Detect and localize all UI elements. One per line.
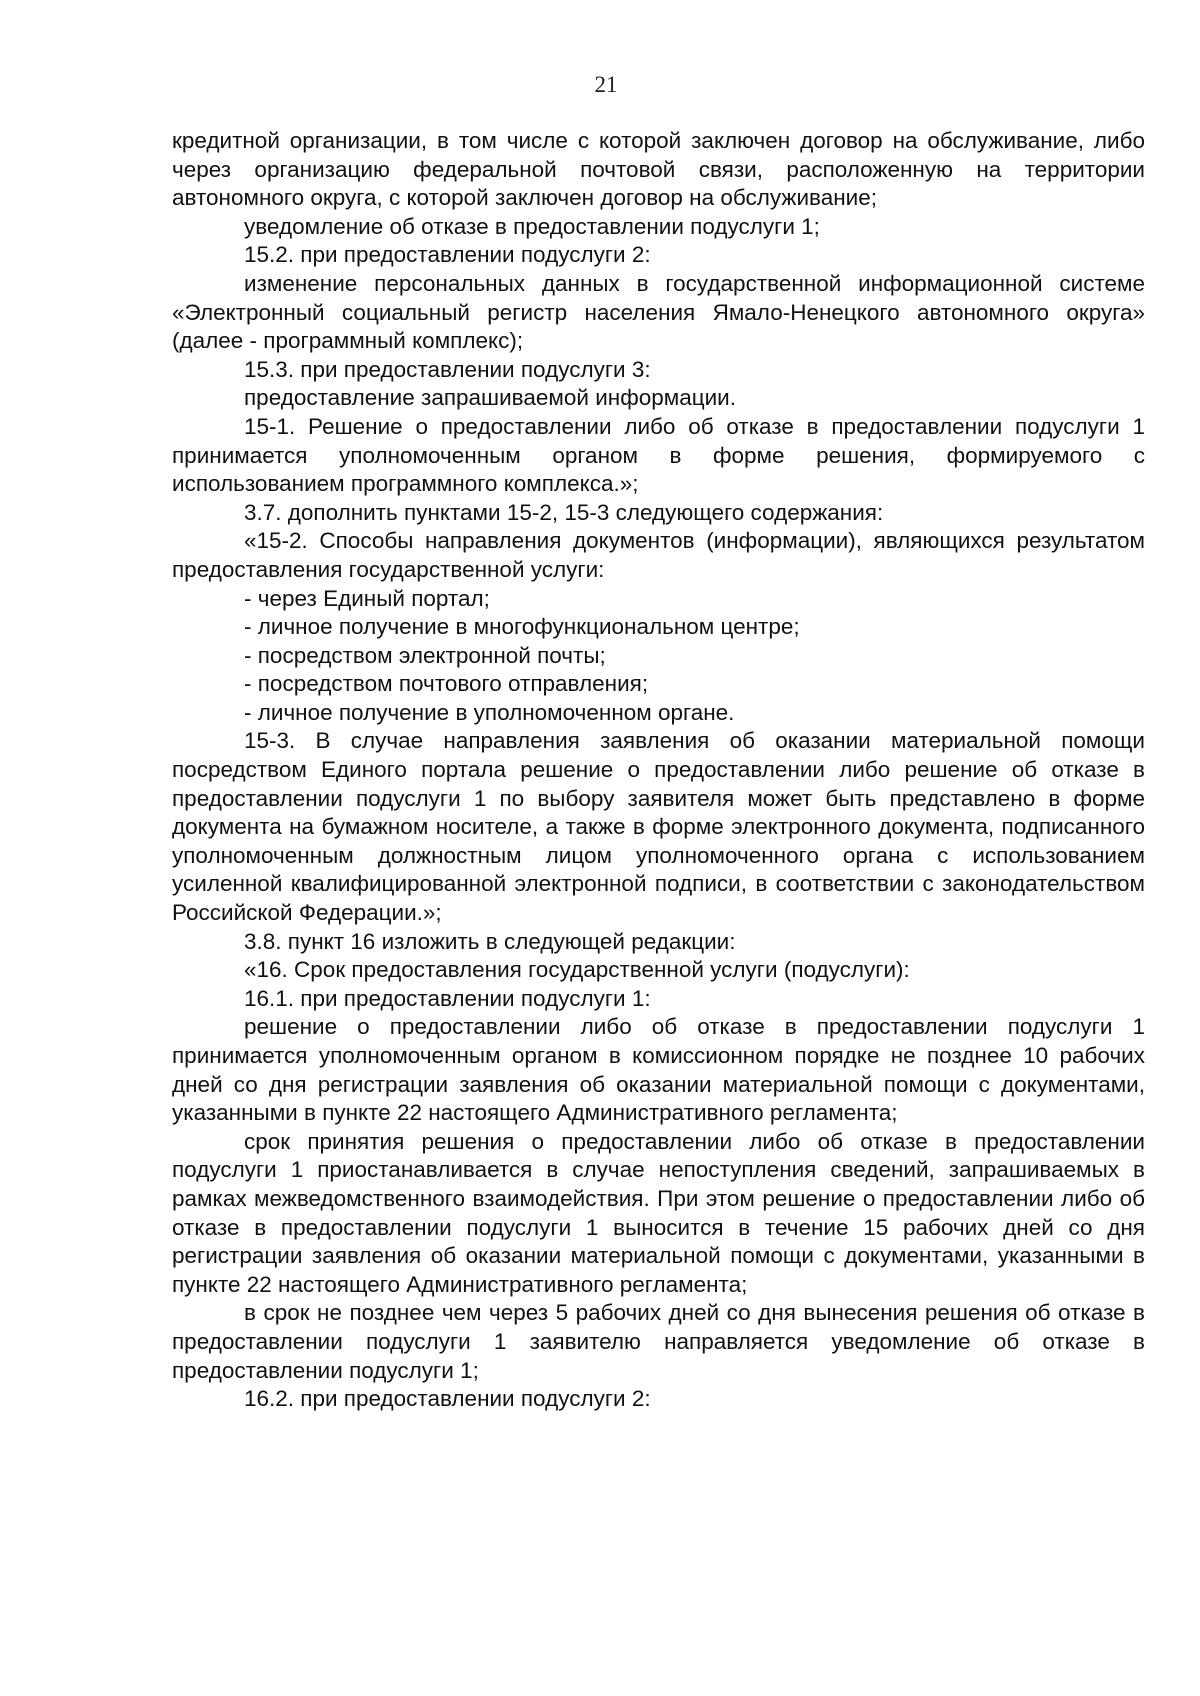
- list-item: - посредством электронной почты;: [244, 642, 606, 668]
- paragraph-18: решение о предоставлении либо об отказе в предоставлении подуслуги 1 принимается уполномоченным органом в комиссионном порядке не позднее 10 рабочих дней со дня регистрации заявления об оказании материальной помощи с документами, указанными в пункте 22 настоящего Административного регламента;: [172, 1014, 1145, 1126]
- paragraph-21: 16.2. при предоставлении подуслуги 2:: [244, 1386, 651, 1412]
- list-item: - посредством почтового отправления;: [244, 671, 649, 697]
- paragraph-20: в срок не позднее чем через 5 рабочих дней со дня вынесения решения об отказе в предоставлении подуслуги 1 заявителю направляется уведомление об отказе в предоставлении подуслуги 1;: [172, 1300, 1145, 1383]
- paragraph-14: 15-3. В случае направления заявления об оказании материальной помощи посредством Единого портала решение о предоставлении либо решение об отказе в предоставлении подуслуги 1 по выбору заявителя может быть представлено в форме документа на бумажном носителе, а также в форме электронного документа, подписанного уполномоченным должностным лицом уполномоченного органа с использованием усиленной квалифицированной электронной подписи, в соответствии с законодательством Российской Федерации.»;: [172, 728, 1145, 926]
- page-number: 21: [594, 72, 618, 97]
- document-body: [172, 127, 1145, 1414]
- paragraph-16: «16. Срок предоставления государственной услуги (подуслуги):: [244, 957, 910, 983]
- paragraph-0: кредитной организации, в том числе с которой заключен договор на обслуживание, либо через организацию федеральной почтовой связи, расположенную на территории автономного округа, с которой заключен договор на обслуживание;: [172, 128, 1145, 211]
- list-item: - личное получение в уполномоченном органе.: [244, 699, 735, 725]
- paragraph-3: изменение персональных данных в государственной информационной системе «Электронный социальный регистр населения Ямало-Ненецкого автономного округа» (далее - программный комплекс);: [172, 270, 1145, 354]
- paragraph-19: срок принятия решения о предоставлении либо об отказе в предоставлении подуслуги 1 приостанавливается в случае непоступления сведений, запрашиваемых в рамках межведомственного взаимодействия. При этом решение о предоставлении либо об отказе в предоставлении подуслуги 1 выносится в течение 15 рабочих дней со дня регистрации заявления об оказании материальной помощи с документами, указанными в пункте 22 настоящего Административного регламента;: [172, 1128, 1145, 1297]
- paragraph-2: 15.2. при предоставлении подуслуги 2:: [244, 242, 651, 268]
- list-item: - через Единый портал;: [244, 585, 490, 611]
- paragraph-17: 16.1. при предоставлении подуслуги 1:: [244, 985, 651, 1011]
- paragraph-8: «15-2. Способы направления документов (информации), являющихся результатом предоставления государственной услуги:: [172, 528, 1145, 582]
- paragraph-15: 3.8. пункт 16 изложить в следующей редакции:: [244, 928, 736, 954]
- paragraph-4: 15.3. при предоставлении подуслуги 3:: [244, 356, 651, 382]
- paragraph-1: уведомление об отказе в предоставлении подуслуги 1;: [244, 213, 820, 239]
- paragraph-6: 15-1. Решение о предоставлении либо об отказе в предоставлении подуслуги 1 принимается уполномоченным органом в форме решения, формируемого с использованием программного комплекса.»;: [172, 413, 1145, 497]
- paragraph-5: предоставление запрашиваемой информации.: [244, 385, 736, 411]
- paragraph-7: 3.7. дополнить пунктами 15-2, 15-3 следующего содержания:: [244, 499, 884, 525]
- list-item: - личное получение в многофункциональном центре;: [244, 614, 800, 640]
